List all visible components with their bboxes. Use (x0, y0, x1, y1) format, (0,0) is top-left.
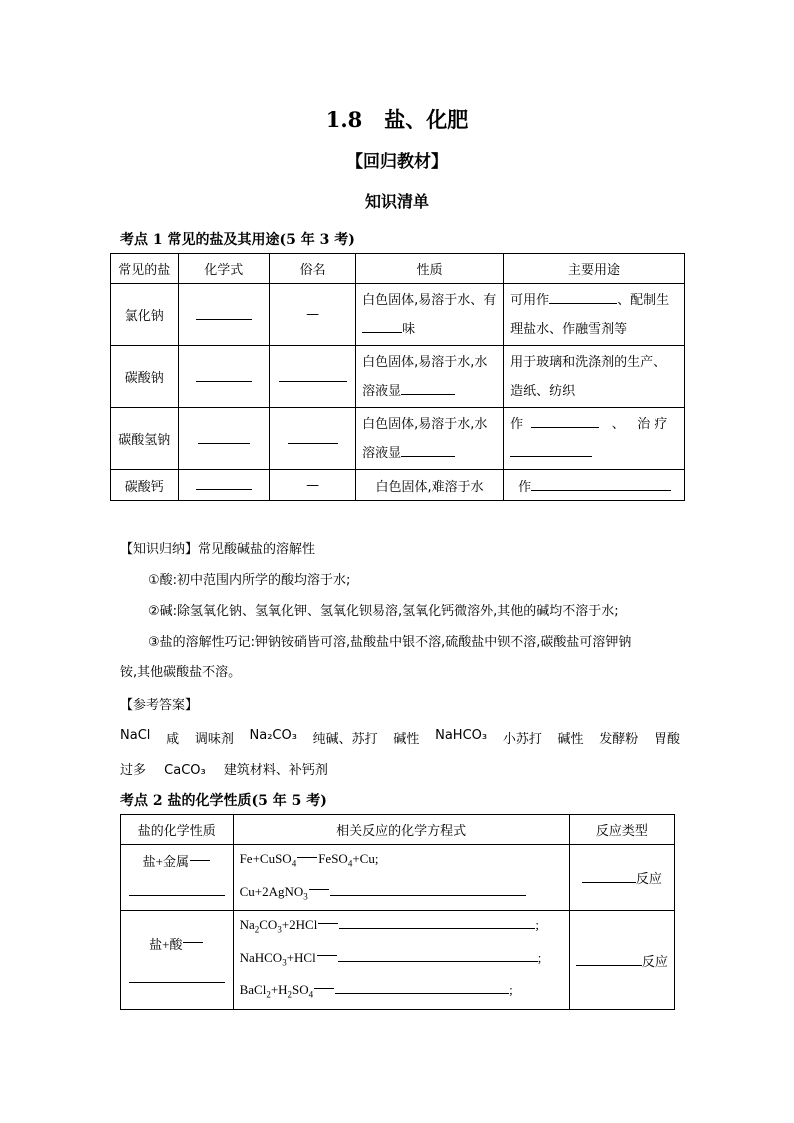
reaction-arrow (314, 988, 334, 989)
table-row (121, 911, 675, 1010)
reaction-arrow (309, 889, 329, 890)
property-cell: 白色固体,易溶于水,水 溶液显 (356, 408, 504, 470)
kaodian1-title: 考点 1 常见的盐及其用途(5 年 3 考) (120, 232, 355, 248)
property-cell: 白色固体,易溶于水,水 溶液显 (356, 346, 504, 408)
property-cell: 白色固体,难溶于水 (356, 470, 504, 501)
use-cell: 用于玻璃和洗涤剂的生产、 造纸、纺织 (504, 346, 685, 408)
table-header: 化学式 (178, 254, 269, 284)
table-row (111, 284, 685, 346)
answer-blank[interactable] (288, 430, 338, 444)
salt-name: 碳酸氢钠 (111, 408, 179, 470)
kaodian2-title: 考点 2 盐的化学性质(5 年 5 考) (120, 793, 327, 809)
nickname-cell: — (270, 284, 356, 346)
answer-item: 小苏打 (502, 732, 542, 747)
page-title (0, 104, 794, 134)
answer-blank[interactable] (531, 477, 671, 491)
answer-blank[interactable] (549, 290, 617, 304)
answer-item: 发酵粉 (599, 732, 639, 747)
reaction-arrow (318, 923, 338, 924)
property-cell: 盐+酸 (121, 911, 234, 1010)
answer-blank[interactable] (330, 882, 526, 896)
answer-item: 胃酸 (653, 732, 680, 747)
equation-cell: Fe+CuSO$_4$ FeSO$_4$+Cu; Cu+2AgNO$_3$ (233, 845, 569, 911)
table-header: 俗名 (270, 254, 356, 284)
reaction-arrow (297, 857, 317, 858)
reaction-type-cell: 反应 (569, 845, 674, 911)
answer-blank[interactable] (582, 869, 636, 883)
reaction-arrow (317, 955, 337, 956)
reaction-arrow (183, 942, 203, 943)
nickname-cell (270, 408, 356, 470)
answer-blank[interactable] (339, 915, 535, 929)
answer-item: 过多 (120, 763, 147, 778)
use-cell: 作 (504, 470, 685, 501)
nickname-cell: — (270, 470, 356, 501)
table-header: 相关反应的化学方程式 (233, 815, 569, 845)
summary-item: ③盐的溶解性巧记:钾钠铵硝皆可溶,盐酸盐中银不溶,硫酸盐中钡不溶,碳酸盐可溶钾钠 (148, 635, 632, 650)
table-header: 性质 (356, 254, 504, 284)
answers-line (120, 759, 342, 778)
answer-item: 建筑材料、补钙剂 (223, 763, 328, 778)
table-header: 反应类型 (569, 815, 674, 845)
chapter-number: 1.8 (325, 107, 363, 132)
answer-blank[interactable] (279, 368, 347, 382)
property-cell: 盐+金属 (121, 845, 234, 911)
answer-blank[interactable] (129, 969, 225, 983)
answers-heading: 【参考答案】 (120, 698, 199, 713)
answer-blank[interactable] (362, 319, 402, 333)
property-cell: 白色固体,易溶于水、有 味 (356, 284, 504, 346)
salt-name: 碳酸钙 (111, 470, 179, 501)
table-row (121, 845, 675, 911)
table-row (111, 408, 685, 470)
answer-blank[interactable] (198, 430, 250, 444)
table-header: 主要用途 (504, 254, 685, 284)
table-row (111, 346, 685, 408)
answer-blank[interactable] (401, 381, 455, 395)
summary-item: ②碱:除氢氧化钠、氢氧化钾、氢氧化钡易溶,氢氧化钙微溶外,其他的碱均不溶于水; (148, 604, 619, 619)
answer-blank[interactable] (129, 882, 225, 896)
answer-item: 碱性 (557, 732, 584, 747)
formula-cell (178, 346, 269, 408)
salt-table (110, 253, 685, 501)
use-cell: 作 、 治 疗 (504, 408, 685, 470)
summary-item: 铵,其他碳酸盐不溶。 (120, 665, 242, 680)
formula-cell (178, 470, 269, 501)
summary-heading: 【知识归纳】常见酸碱盐的溶解性 (120, 542, 316, 557)
answers-line (120, 728, 680, 747)
summary-item: ①酸:初中范围内所学的酸均溶于水; (148, 573, 351, 588)
reaction-type-cell: 反应 (569, 911, 674, 1010)
answer-blank[interactable] (335, 980, 509, 994)
answer-blank[interactable] (510, 443, 592, 457)
reaction-arrow (190, 860, 210, 861)
table-header-row (121, 815, 675, 845)
section-heading: 知识清单 (364, 192, 429, 211)
answer-blank[interactable] (576, 952, 642, 966)
answer-blank[interactable] (196, 368, 252, 382)
answer-blank[interactable] (196, 306, 252, 320)
answer-item: CaCO₃ (164, 763, 206, 778)
table-row (111, 470, 685, 501)
equation-cell: $Na_2CO_3+2HCl$ ; NaHCO$_3$+HCl ; $BaCl_2+H_2SO_4$ ; (233, 911, 569, 1010)
answer-item: 调味剂 (194, 732, 234, 747)
answer-blank[interactable] (338, 948, 538, 962)
page-subtitle: 【回归教材】 (346, 152, 448, 172)
table-header: 常见的盐 (111, 254, 179, 284)
salt-name: 氯化钠 (111, 284, 179, 346)
answer-item: NaHCO₃ (435, 728, 488, 743)
answer-item: 咸 (166, 732, 180, 747)
nickname-cell (270, 346, 356, 408)
answer-item: 碱性 (393, 732, 420, 747)
answer-blank[interactable] (401, 443, 455, 457)
answer-item: Na₂CO₃ (249, 728, 297, 743)
answer-item: NaCl (120, 728, 151, 743)
answer-item: 纯碱、苏打 (312, 732, 378, 747)
formula-cell (178, 408, 269, 470)
chapter-title: 盐、化肥 (384, 107, 469, 132)
salt-property-table (120, 814, 675, 1010)
use-cell: 可用作 、配制生 理盐水、作融雪剂等 (504, 284, 685, 346)
formula-cell (178, 284, 269, 346)
table-header-row (111, 254, 685, 284)
salt-name: 碳酸钠 (111, 346, 179, 408)
table-header: 盐的化学性质 (121, 815, 234, 845)
answer-blank[interactable] (531, 414, 599, 428)
answer-blank[interactable] (196, 476, 252, 490)
